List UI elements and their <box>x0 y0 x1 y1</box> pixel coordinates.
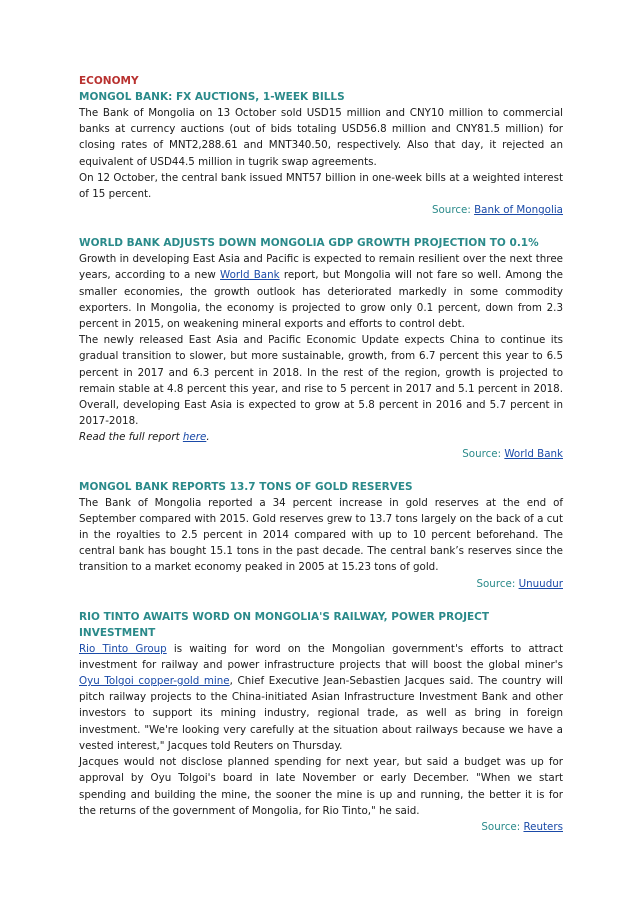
source-label: Source: <box>431 204 475 217</box>
article-source <box>79 446 563 462</box>
read-more-line <box>79 429 563 445</box>
read-more-text: Read the full report <box>79 431 183 444</box>
read-more-link[interactable]: here <box>182 431 207 444</box>
article-headline: MONGOL BANK REPORTS 13.7 TONS OF GOLD RESERVES <box>79 480 413 493</box>
article-world-bank-gdp <box>79 235 563 461</box>
article-paragraph: The Bank of Mongolia on 13 October sold USD15 million and CNY10 million to commercial banks at currency auctions (out of bids totaling USD56.8 million and CNY81.5 million) for closing rates of MNT2,288.61 and MNT340.50, respectively. Also that day, it rejected an equivalent of USD44.5 million in tugrik swap agreements. <box>79 107 563 168</box>
source-link-unuudur[interactable]: Unuudur <box>518 577 563 590</box>
article-source <box>79 202 563 218</box>
article-paragraph <box>79 251 563 332</box>
paragraph-text: Growth in developing East Asia and Pacific is expected to remain resilient over the next three years, according to a new <box>79 253 563 282</box>
article-rio-tinto <box>79 609 563 835</box>
article-headline: RIO TINTO AWAITS WORD ON MONGOLIA'S RAILWAY, POWER PROJECT INVESTMENT <box>79 610 490 639</box>
paragraph-text: is waiting for word on the Mongolian government's efforts to attract investment for railway and power infrastructure projects that will boost the global miner's <box>79 642 563 671</box>
paragraph-text: , Chief Executive Jean-Sebastien Jacques said. The country will pitch railway projects to the China-initiated Asian Infrastructure Investment Bank and other investors to support its mining industry, regional trade, as well as bring in foreign investment. "We're looking very carefully at the situation about railways because we have a vested interest," Jacques told Reuters on Thursday. <box>79 675 563 752</box>
article-fx-auctions <box>79 89 563 218</box>
article-paragraph: The Bank of Mongolia reported a 34 percent increase in gold reserves at the end of September compared with 2015. Gold reserves grew to 13.7 tons largely on the back of a cut in the royalties to 2.5 percent in 2014 compared with up to 10 percent beforehand. The central bank has bought 15.1 tons in the past decade. The central bank’s reserves since the transition to a market economy peaked in 2005 at 15.23 tons of gold. <box>79 496 563 574</box>
section-label: ECONOMY <box>79 75 139 87</box>
source-link-bank-of-mongolia[interactable]: Bank of Mongolia <box>474 204 563 217</box>
article-headline: MONGOL BANK: FX AUCTIONS, 1-WEEK BILLS <box>79 91 345 103</box>
oyu-tolgoi-link[interactable]: Oyu Tolgoi copper-gold mine <box>79 675 230 688</box>
source-label: Source: <box>481 820 524 833</box>
article-gold-reserves <box>79 479 563 592</box>
article-paragraph: The newly released East Asia and Pacific Economic Update expects China to continue its gradual transition to slower, but more sustainable, growth, from 6.7 percent this year to 6.5 percent in 2017 and 6.3 percent in 2018. In the rest of the region, growth is projected to remain stable at 4.8 percent this year, and rise to 5 percent in 2017 and 5.1 percent in 2018. Overall, developing East Asia is expected to grow at 5.8 percent in 2016 and 5.7 percent in 2017-2018. <box>79 334 563 428</box>
read-more-end: . <box>206 431 210 444</box>
article-source <box>79 576 563 592</box>
paragraph-text: report, but Mongolia will not fare so well. Among the smaller economies, the growth outlook has deteriorated markedly in some commodity exporters. In Mongolia, the economy is projected to grow only 0.1 percent, down from 2.3 percent in 2015, on weakening mineral exports and efforts to control debt. <box>79 269 563 331</box>
world-bank-link[interactable]: World Bank <box>220 269 280 282</box>
source-link-reuters[interactable]: Reuters <box>523 820 563 833</box>
article-source <box>79 819 563 835</box>
article-paragraph <box>79 641 563 754</box>
source-link-world-bank[interactable]: World Bank <box>504 447 563 460</box>
source-label: Source: <box>462 447 505 460</box>
article-paragraph: On 12 October, the central bank issued MNT57 billion in one-week bills at a weighted interest of 15 percent. <box>79 171 563 201</box>
newsletter-page <box>79 73 563 852</box>
source-label: Source: <box>476 577 519 590</box>
article-paragraph: Jacques would not disclose planned spending for next year, but said a budget was up for approval by Oyu Tolgoi's board in late November or early December. "When we start spending and building the mine, the sooner the mine is up and running, the better it is for the returns of the government of Mongolia, for Rio Tinto," he said. <box>79 756 563 817</box>
article-headline: WORLD BANK ADJUSTS DOWN MONGOLIA GDP GROWTH PROJECTION TO 0.1% <box>79 237 539 250</box>
rio-tinto-link[interactable]: Rio Tinto Group <box>79 642 167 655</box>
